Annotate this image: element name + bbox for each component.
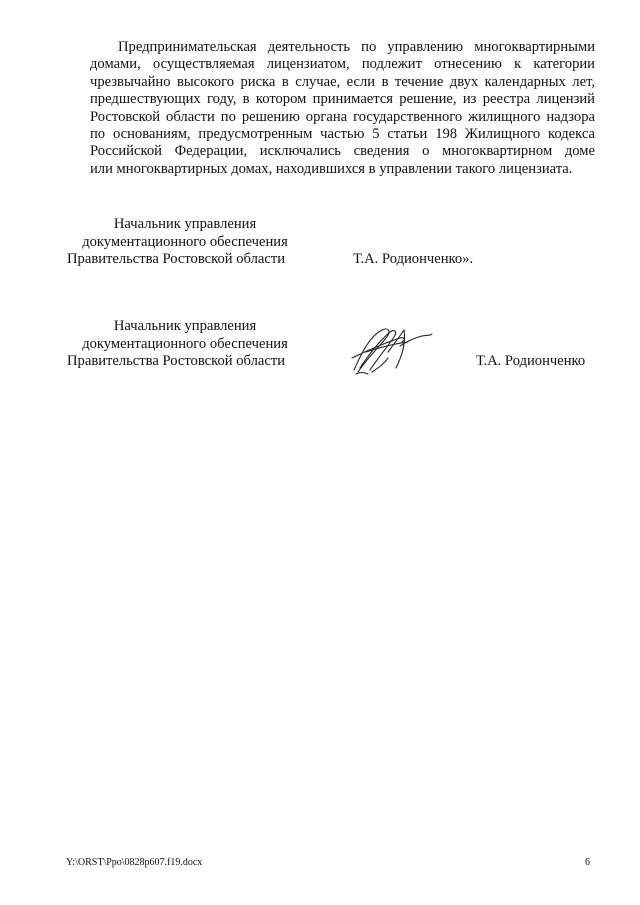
- signatory-name-2: Т.А. Родионченко: [476, 353, 586, 369]
- paragraph-line: предшествующих году, в котором принимается решение, из реестра лицензий: [90, 91, 595, 108]
- signatory-title-line: Правительства Ростовской области: [67, 353, 286, 370]
- signatory-title-line: документационного обеспечения: [82, 233, 288, 250]
- paragraph-line: по основаниям, предусмотренным частью 5 статьи 198 Жилищного кодекса: [90, 126, 595, 143]
- paragraph-line: домами, осуществляемая лицензиатом, подлежит отнесению к категории: [90, 56, 595, 73]
- paragraph-line: или многоквартирных домах, находившихся в управлении такого лицензиата.: [90, 160, 573, 177]
- signatory-title-2: [60, 318, 310, 371]
- paragraph-line: Предпринимательская деятельность по управлению многоквартирными: [118, 39, 595, 55]
- signatory-title-line: Правительства Ростовской области: [67, 251, 286, 268]
- paragraph-line: Российской Федерации, исключались сведения о многоквартирном доме: [90, 143, 595, 160]
- signatory-title-line: Начальник управления: [113, 216, 257, 232]
- signatory-name-1: Т.А. Родионченко».: [353, 251, 474, 267]
- paragraph-line: чрезвычайно высокого риска в случае, если в течение двух календарных лет,: [90, 73, 595, 90]
- signatory-title-line: документационного обеспечения: [82, 335, 288, 352]
- signatory-title-1: [60, 216, 310, 269]
- footer-file-path: Y:\ORST\Ppo\0828p607.f19.docx: [66, 857, 203, 868]
- body-paragraph: [90, 39, 595, 178]
- handwritten-signature: [348, 322, 434, 378]
- paragraph-line: Ростовской области по решению органа государственного жилищного надзора: [90, 108, 595, 125]
- page-number: 6: [585, 857, 590, 868]
- signatory-title-line: Начальник управления: [113, 318, 257, 334]
